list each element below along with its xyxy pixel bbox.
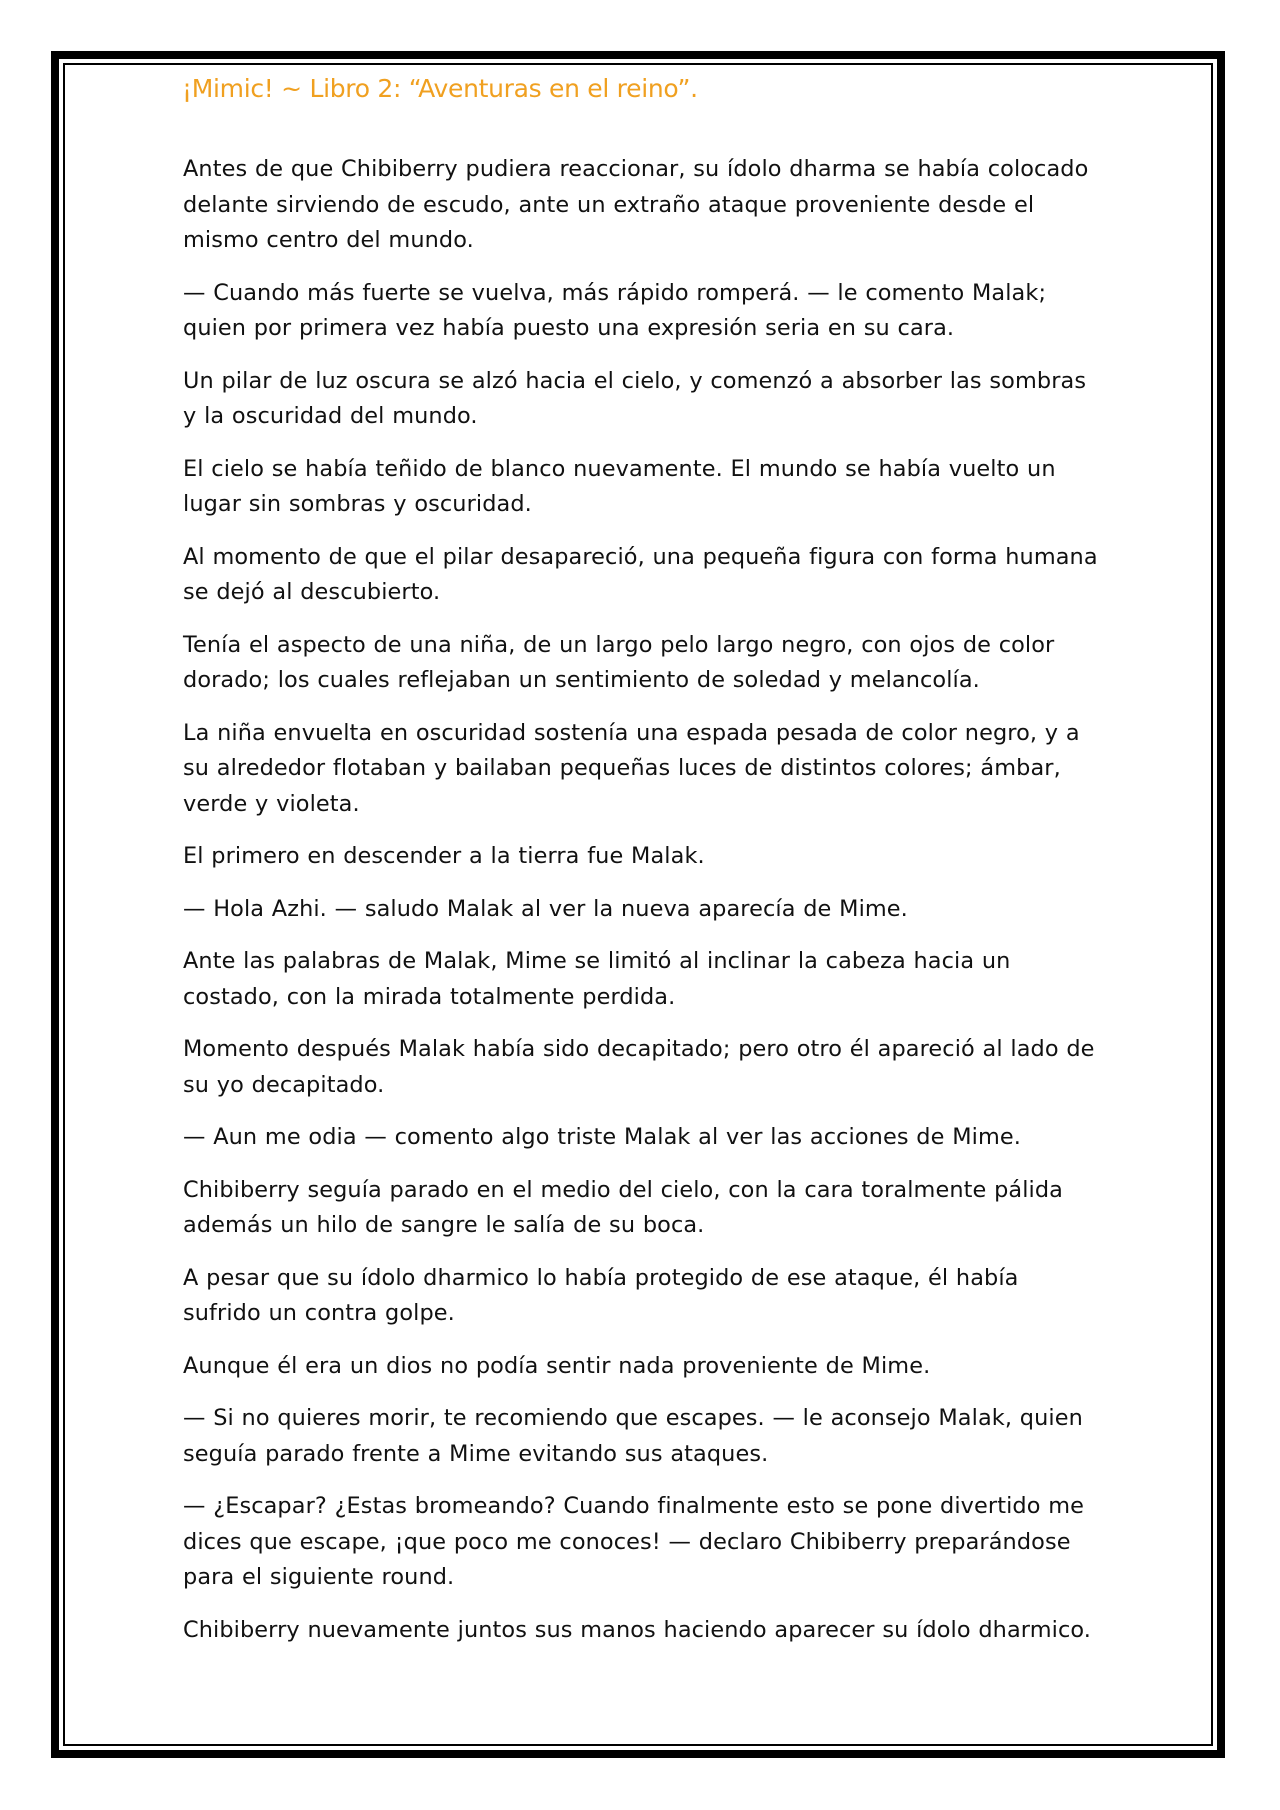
paragraph: — Aun me odia — comento algo triste Malak al ver las acciones de Mime. xyxy=(183,1124,1021,1150)
paragraph: Un pilar de luz oscura se alzó hacia el cielo, y comenzó a absorber las sombras y la oscuridad del mundo. xyxy=(183,367,1087,429)
paragraph: El cielo se había teñido de blanco nuevamente. El mundo se había vuelto un lugar sin sombras y oscuridad. xyxy=(183,455,1056,517)
paragraph: — Si no quieres morir, te recomiendo que escapes. — le aconsejo Malak, quien seguía parado frente a Mime evitando sus ataques. xyxy=(183,1405,1083,1467)
paragraph: La niña envuelta en oscuridad sostenía una espada pesada de color negro, y a su alrededor flotaban y bailaban pequeñas luces de distintos colores; ámbar, verde y violeta. xyxy=(183,719,1080,817)
paragraph: — Cuando más fuerte se vuelva, más rápido romperá. — le comento Malak; quien por primera vez había puesto una expresión seria en su cara. xyxy=(183,279,1047,341)
paragraph: Antes de que Chibiberry pudiera reaccionar, su ídolo dharma se había colocado delante sirviendo de escudo, ante un extraño ataque proveniente desde el mismo centro del mundo. xyxy=(183,156,1089,253)
paragraph: Al momento de que el pilar desapareció, una pequeña figura con forma humana se dejó al descubierto. xyxy=(183,543,1098,605)
paragraph: A pesar que su ídolo dharmico lo había protegido de ese ataque, él había sufrido un contra golpe. xyxy=(183,1264,1019,1326)
paragraph: Chibiberry nuevamente juntos sus manos haciendo aparecer su ídolo dharmico. xyxy=(183,1616,1091,1643)
paragraph: Tenía el aspecto de una niña, de un largo pelo largo negro, con ojos de color dorado; los cuales reflejaban un sentimiento de soledad y melancolía. xyxy=(183,631,1055,693)
paragraph: — ¿Escapar? ¿Estas bromeando? Cuando finalmente esto se pone divertido me dices que escape, ¡que poco me conoces! — declaro Chibiberry preparándose para el siguiente round. xyxy=(183,1493,1085,1590)
paragraph: — Hola Azhi. — saludo Malak al ver la nueva aparecía de Mime. xyxy=(183,895,908,922)
header-title: ¡Mimic! ~ Libro 2: “Aventuras en el reino”. xyxy=(182,74,698,103)
paragraph: Momento después Malak había sido decapitado; pero otro él apareció al lado de su yo decapitado. xyxy=(183,1036,1095,1098)
paragraph: Ante las palabras de Malak, Mime se limitó al inclinar la cabeza hacia un costado, con la mirada totalmente perdida. xyxy=(183,948,1011,1010)
paragraph: Chibiberry seguía parado en el medio del cielo, con la cara toralmente pálida además un hilo de sangre le salía de su boca. xyxy=(183,1176,1064,1238)
paragraph: Aunque él era un dios no podía sentir nada proveniente de Mime. xyxy=(183,1352,931,1379)
body-text xyxy=(183,152,1103,1665)
paragraph: El primero en descender a la tierra fue Malak. xyxy=(183,843,705,869)
